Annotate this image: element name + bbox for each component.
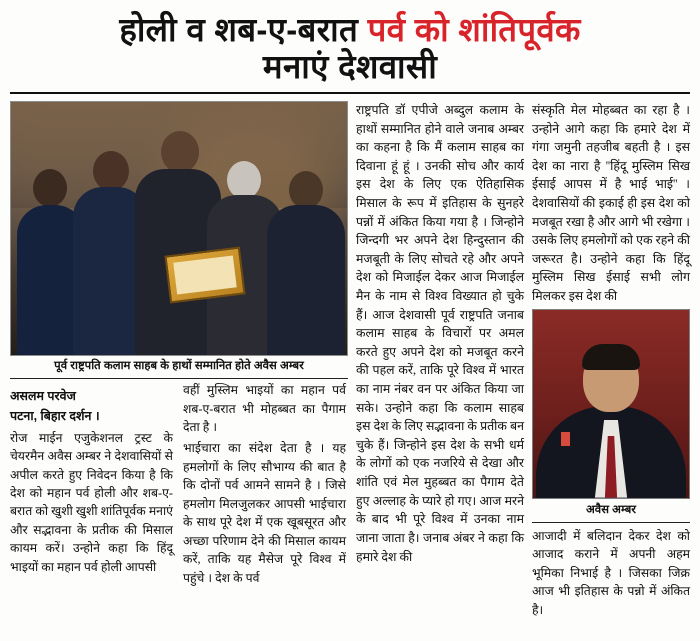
portrait-photo — [532, 309, 690, 499]
column-middle — [356, 101, 524, 571]
portrait-photo-caption: अवैस अम्बर — [532, 499, 690, 523]
main-photo-caption: पूर्व राष्ट्रपति कलाम साहब के हाथों सम्मानित होते अवैस अम्बर — [10, 358, 348, 379]
headline-line-2: मनाएं देशवासी — [262, 47, 438, 85]
lapel-badge-icon — [561, 432, 570, 446]
body-paragraph-right-top: संस्कृति मेल मोहब्बत का रहा है । उन्होने आगे कहा कि हमारे देश में गंगा जमुनी तहजीब बहती है । इस देश का नारा है ''हिंदू मुस्लिम सिख ईसाई आपस में है भाई भाई'' । देशवासियों की इकाई ही इस देश को मजबूत रखा है और आगे भी रखेगा । उसके लिए हमलोगों को एक रहने की जरूरत है। उन्होने कहा कि हिंदू मुस्लिम सिख ईसाई सभी लोग मिलकर इस देश की — [532, 102, 690, 303]
body-paragraph-right-bottom: आजादी में बलिदान देकर देश को आजाद कराने में अपनी अहम भूमिका निभाई है । जिसका जिक्र आज भी इतिहास के पन्नो में अंकित है। — [532, 528, 690, 617]
body-paragraph-sub-right: वहीं मुस्लिम भाइयों का महान पर्व शब-ए-बरात भी मोहब्बत का पैगाम देता है । — [183, 383, 346, 435]
headline-line-1 — [10, 12, 690, 49]
sub-text-column — [183, 381, 346, 590]
main-photo — [10, 101, 348, 356]
award-plaque — [164, 246, 245, 303]
byline-place: पटना, बिहार दर्शन । — [10, 408, 100, 423]
page-headline — [10, 8, 690, 94]
lead-text-column — [10, 381, 173, 590]
headline-text-black: होली व शब-ए-बरात — [119, 11, 368, 48]
body-paragraph-lead: रोज माईन एजुकेशनल ट्रस्ट के चेयरमैन अवैस अम्बर ने देशवासियों से अपील करते हुए निवेदन किया है कि देश को महान पर्व होली और शब-ए-बरात को खुशी खुशी शांतिपूर्वक मनाएं और सद्भावना के प्रतीक की मिसाल कायम करें। उन्होने कहा कि हिंदू भाइयों का महान पर्व होली आपसी — [10, 430, 173, 574]
byline-author: असलम परवेज — [10, 389, 76, 404]
column-right — [532, 101, 690, 617]
body-paragraph-sub-left: भाईचारा का संदेश देता है । यह हमलोगों के लिए सौभाग्य की बात है कि दोनों पर्व आमने सामने है । जिसे हमलोग मिलजुलकर आपसी भाईचारा के साथ पूरे देश में एक खूबसूरत और अच्छा परिणाम देने की मिसाल कायम करें, ताकि यह मैसेज पूरे विश्व में पहुंचे । देश के पर्व — [183, 441, 346, 585]
body-paragraph-middle: राष्ट्रपति डॉ एपीजे अब्दुल कलाम के हाथों सम्मानित होने वाले जनाब अम्बर का कहना है कि मैं कलाम साहब का दिवाना हूं हूं । उनकी सोच और कार्य इस देश के लिए एक ऐतिहासिक मिसाल के रूप में इतिहास के सुनहरे पन्नों में अंकित किया गया है । जिन्होने जिन्दगी भर अपने देश हिन्दुस्तान की मजबूती के लिए सोचते रहे और अपने देश को मिजाईल देकर आज मिजाईल मैन के नाम से विश्व विख्यात हो चुके हैं। आज देशवासी पूर्व राष्ट्रपति जनाब कलाम साहब के विचारों पर अमल करते हुए अपने देश को मजबूत करने की पहल करें, ताकि पूरे विश्व में भारत का नाम नंबर वन पर अंकित किया जा सके। उन्होने कहा कि कलाम साहब इस देश के लिए सद्भावना के प्रतीक बन चुके हैं। जिन्होने इस देश के सभी धर्म के लोगों को एक नजरिये से देखा और शांति एवं मेल मुहब्बत का पैगाम देते हुए अल्लाह के प्यारे हो गए। आज मरने के बाद भी पूरे विश्व में उनका नाम जाना जाता है। जनाब अंबर ने कहा कि हमारे देश की — [356, 102, 524, 564]
column-left — [10, 101, 348, 585]
headline-text-red: पर्व को शांतिपूर्वक — [367, 11, 581, 48]
article-body — [10, 101, 690, 617]
